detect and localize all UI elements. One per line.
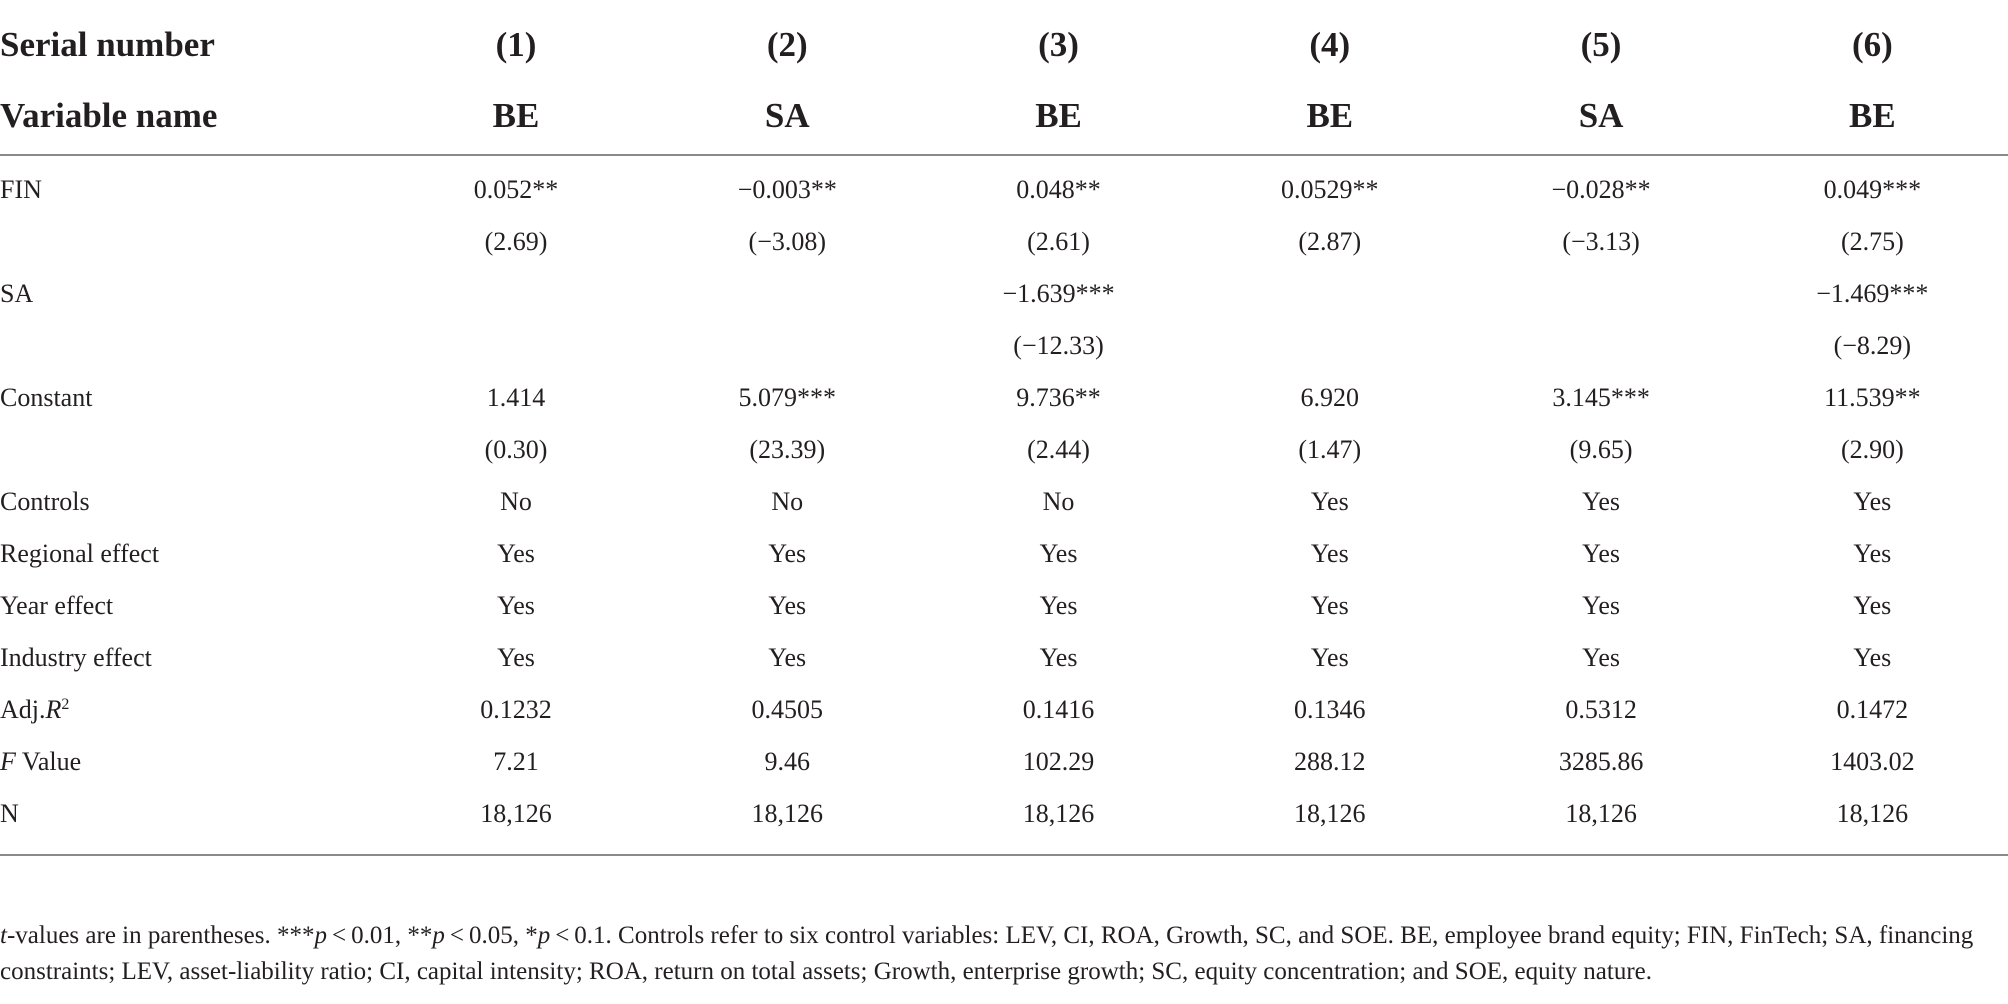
serial-col-4: (4) <box>1309 25 1351 64</box>
table-cell-col-6: 11.539** <box>1824 383 1921 412</box>
table-row <box>0 372 2008 424</box>
serial-col-2: (2) <box>766 25 808 64</box>
table-cell-col-3: (−12.33) <box>1013 331 1104 360</box>
table-cell-col-5: Yes <box>1582 487 1620 516</box>
table-cell-col-5: 3285.86 <box>1558 747 1644 776</box>
table-cell-col-6: 0.1472 <box>1836 695 1909 724</box>
table-cell-col-5: Yes <box>1582 591 1620 620</box>
table-cell-col-4: 18,126 <box>1194 788 1465 855</box>
table-cell-col-5: 3.145*** <box>1552 383 1650 412</box>
table-cell-col-6: Yes <box>1853 539 1892 568</box>
table-cell-col-2: (−3.08) <box>748 227 827 256</box>
table-cell-col-5: Yes <box>1582 539 1620 568</box>
variable-col-4: BE <box>1194 77 1465 155</box>
table-cell-col-2: 18,126 <box>652 788 923 855</box>
table-cell-col-4 <box>1194 268 1465 320</box>
table-cell-col-1: 18,126 <box>380 788 651 855</box>
table-cell-col-4 <box>1194 320 1465 372</box>
table-cell-col-4: 6.920 <box>1300 383 1360 412</box>
table-cell-col-5: 0.5312 <box>1565 695 1637 724</box>
table-cell-col-2: 5.079*** <box>738 383 837 412</box>
footnote-p1-rest: < 0.01, ** <box>326 922 433 949</box>
table-cell-col-2: 9.46 <box>764 747 811 776</box>
table-cell-col-5: −0.028** <box>1551 175 1651 204</box>
table-cell-col-1: 1.414 <box>486 383 546 412</box>
table-cell-col-1: Yes <box>497 591 535 620</box>
row-label-superscript: 2 <box>61 696 70 713</box>
row-label-italic: R <box>45 695 62 724</box>
row-label <box>0 684 380 736</box>
table-cell-col-1: Yes <box>497 539 535 568</box>
table-cell-col-4: (2.87) <box>1298 227 1362 256</box>
row-label: Constant <box>0 383 93 412</box>
variable-name-label: Variable name <box>0 77 380 155</box>
serial-col-1: (1) <box>495 25 537 64</box>
table-cell-col-6: 18,126 <box>1737 788 2008 855</box>
serial-col-5: (5) <box>1580 25 1622 64</box>
table-cell-col-3: 0.048** <box>1016 175 1101 204</box>
variable-col-3: BE <box>923 77 1194 155</box>
table-cell-col-5: (9.65) <box>1569 435 1633 464</box>
table-cell-col-2: Yes <box>768 539 807 568</box>
table-cell-col-5: Yes <box>1582 643 1620 672</box>
table-cell-col-3: 0.1416 <box>1022 695 1095 724</box>
table-cell-col-6: 0.049*** <box>1823 175 1922 204</box>
table-row <box>0 216 2008 268</box>
serial-number-label: Serial number <box>0 25 215 64</box>
table-cell-col-1: 0.1232 <box>480 695 552 724</box>
table-cell-col-4: 288.12 <box>1294 747 1366 776</box>
table-cell-col-1: 7.21 <box>493 747 539 776</box>
table-cell-col-3: −1.639*** <box>1002 279 1115 308</box>
variable-col-5: SA <box>1465 77 1736 155</box>
footnote-p3-rest: < 0.1. Controls refer to six control variables: LEV, CI, ROA, Growth, SC, and SOE. BE, employee brand equity; FIN, FinTech; SA, financing constraints; LEV, asset-liability ratio; CI, capital intensity; ROA, return on total assets; Growth, enterprise growth; SC, equity concentration; and SOE, equity nature. <box>0 922 1974 985</box>
row-label: FIN <box>0 175 42 204</box>
table-cell-col-4: Yes <box>1310 487 1349 516</box>
row-label <box>0 216 380 268</box>
table-cell-col-1: No <box>500 487 532 516</box>
table-cell-col-2: −0.003** <box>737 175 837 204</box>
table-row <box>0 632 2008 684</box>
table-cell-col-6: 1403.02 <box>1830 747 1915 776</box>
table-row <box>0 736 2008 788</box>
row-label-pre: Adj. <box>0 695 46 724</box>
table-cell-col-2 <box>652 320 923 372</box>
table-cell-col-1: 0.052** <box>473 175 559 204</box>
table-cell-col-1: (0.30) <box>484 435 548 464</box>
table-cell-col-5 <box>1465 268 1736 320</box>
footnote-t-rest: -values are in parentheses. *** <box>6 922 315 949</box>
table-body <box>0 155 2008 855</box>
table-cell-col-2: Yes <box>768 643 807 672</box>
serial-number-row <box>0 0 2008 77</box>
serial-col-6: (6) <box>1851 25 1893 64</box>
table-row <box>0 268 2008 320</box>
table-cell-col-4: 0.1346 <box>1294 695 1366 724</box>
table-cell-col-5: (−3.13) <box>1562 227 1640 256</box>
table-footnote <box>0 918 2000 990</box>
table-cell-col-2: No <box>771 487 804 516</box>
variable-col-2: SA <box>652 77 923 155</box>
table-cell-col-1 <box>380 320 651 372</box>
row-label: Controls <box>0 487 90 516</box>
row-label-italic: F <box>0 747 16 776</box>
table-row <box>0 424 2008 476</box>
table-cell-col-3: (2.44) <box>1027 435 1090 464</box>
table-cell-col-4: Yes <box>1310 539 1349 568</box>
table-cell-col-2 <box>652 268 923 320</box>
table-cell-col-3: No <box>1042 487 1075 516</box>
table-cell-col-6: (2.75) <box>1840 227 1904 256</box>
row-label: N <box>0 788 380 855</box>
row-label-post: Value <box>15 747 82 776</box>
footnote-t-italic: t <box>0 922 7 949</box>
table-row <box>0 528 2008 580</box>
row-label: Year effect <box>0 591 114 620</box>
row-label <box>0 320 380 372</box>
variable-col-6: BE <box>1737 77 2008 155</box>
table-cell-col-6: −1.469*** <box>1816 279 1929 308</box>
table-cell-col-5 <box>1465 320 1736 372</box>
table-cell-col-3: 18,126 <box>923 788 1194 855</box>
table-cell-col-6: (2.90) <box>1840 435 1904 464</box>
table-cell-col-4: (1.47) <box>1298 435 1362 464</box>
table-row <box>0 155 2008 216</box>
table-cell-col-5: 18,126 <box>1465 788 1736 855</box>
footnote-p3: p <box>537 922 551 949</box>
row-label <box>0 424 380 476</box>
table-header <box>0 0 2008 155</box>
footnote-p2: p <box>432 922 445 949</box>
table-cell-col-4: Yes <box>1310 643 1349 672</box>
table-cell-col-3: Yes <box>1039 643 1078 672</box>
variable-col-1: BE <box>380 77 651 155</box>
table-cell-col-2: Yes <box>768 591 807 620</box>
table-cell-col-4: Yes <box>1310 591 1349 620</box>
table-cell-col-2: 0.4505 <box>751 695 824 724</box>
table-cell-col-3: Yes <box>1039 591 1078 620</box>
table-row <box>0 320 2008 372</box>
table-cell-col-3: 102.29 <box>1022 747 1095 776</box>
row-label: Regional effect <box>0 539 160 568</box>
table-row <box>0 684 2008 736</box>
table-cell-col-4: 0.0529** <box>1281 175 1379 204</box>
variable-name-row <box>0 77 2008 155</box>
row-label: SA <box>0 279 34 308</box>
row-label: Industry effect <box>0 643 152 672</box>
footnote-p1: p <box>314 922 327 949</box>
table-cell-col-6: (−8.29) <box>1833 331 1912 360</box>
table-cell-col-1 <box>380 268 651 320</box>
row-label <box>0 736 380 788</box>
serial-col-3: (3) <box>1038 25 1079 64</box>
table-cell-col-3: Yes <box>1039 539 1078 568</box>
table-cell-col-1: (2.69) <box>484 227 548 256</box>
table-row <box>0 580 2008 632</box>
table-cell-col-6: Yes <box>1853 591 1892 620</box>
table-row <box>0 476 2008 528</box>
table-cell-col-2: (23.39) <box>749 435 826 464</box>
table-cell-col-1: Yes <box>497 643 535 672</box>
table-row <box>0 788 2008 855</box>
table-cell-col-3: (2.61) <box>1027 227 1090 256</box>
table-cell-col-6: Yes <box>1853 487 1892 516</box>
footnote-p2-rest: < 0.05, * <box>444 922 538 949</box>
table-cell-col-3: 9.736** <box>1016 383 1101 412</box>
table-cell-col-6: Yes <box>1853 643 1892 672</box>
